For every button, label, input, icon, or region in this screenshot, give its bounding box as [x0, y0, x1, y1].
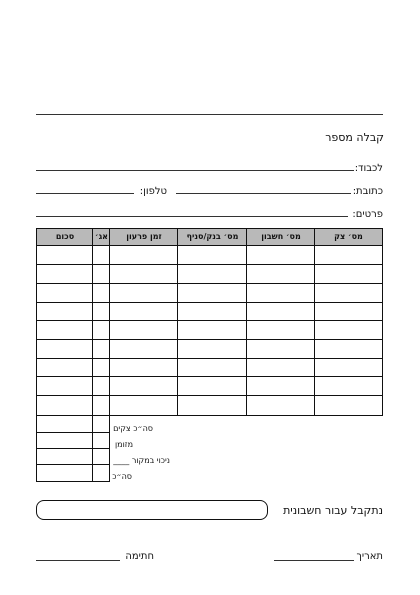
withholding-label: ניכוי במקור ____ [113, 456, 170, 465]
receipt-title: קבלה מספר [325, 131, 384, 144]
header-check-number: מס׳ צק [334, 232, 363, 241]
header-rule [36, 114, 383, 115]
row-divider [37, 302, 382, 303]
col-divider [92, 229, 93, 415]
col-divider [246, 229, 247, 415]
to-label: לכבוד: [354, 163, 383, 174]
row-divider [37, 395, 382, 396]
totals-row-divider [37, 448, 109, 449]
date-label: תאריך [356, 551, 383, 562]
details-label: פרטים: [352, 209, 383, 220]
col-divider [177, 229, 178, 415]
col-divider [109, 229, 110, 415]
header-due-date: זמן פרעון [126, 232, 162, 241]
row-divider [37, 264, 382, 265]
header-agorot: אג׳ [95, 232, 108, 241]
phone-field[interactable] [36, 193, 134, 194]
row-divider [37, 358, 382, 359]
header-bank-branch: מס׳ בנק/סניף [186, 232, 239, 241]
cash-label: מזומן [115, 440, 133, 449]
row-divider [37, 339, 382, 340]
to-field[interactable] [36, 170, 354, 171]
header-amount: סכום [55, 232, 75, 241]
header-account-number: מס׳ חשבון [261, 232, 301, 241]
signature-field[interactable] [36, 560, 120, 561]
checks-total-label: סה״כ צקים [113, 424, 153, 433]
row-divider [37, 320, 382, 321]
signature-label: חתימה [125, 551, 154, 562]
details-field[interactable] [36, 216, 348, 217]
table-header [37, 229, 382, 246]
col-divider [314, 229, 315, 415]
row-divider [37, 283, 382, 284]
grand-total-label: סה״כ [112, 472, 132, 481]
invoice-field[interactable] [36, 500, 268, 520]
totals-row-divider [37, 464, 109, 465]
phone-label: טלפון: [139, 186, 167, 197]
received-label: נתקבל עבור חשבונית [283, 504, 383, 517]
address-field[interactable] [176, 193, 351, 194]
checks-table [36, 228, 383, 416]
row-divider [37, 376, 382, 377]
date-field[interactable] [274, 560, 354, 561]
totals-row-divider [37, 432, 109, 433]
address-label: כתובת: [352, 186, 383, 197]
totals-block [36, 416, 110, 482]
